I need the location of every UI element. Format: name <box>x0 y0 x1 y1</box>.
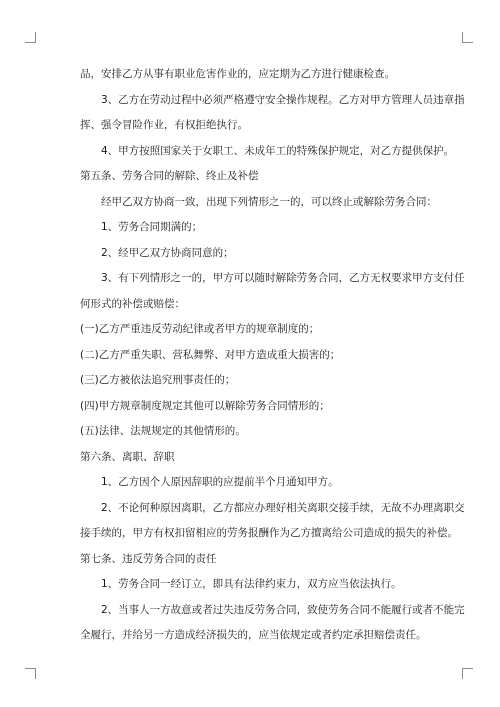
crop-mark-top-left <box>25 32 36 43</box>
paragraph-line: 何形式的补偿或赔偿： <box>80 297 185 310</box>
list-item: (一)乙方严重违反劳动纪律或者甲方的规章制度的； <box>80 323 320 335</box>
paragraph-line: 接手续的，甲方有权扣留相应的劳务报酬作为乙方擅离给公司造成的损失的补偿。 <box>80 527 458 539</box>
list-item: 1、劳务合同期满的； <box>101 221 203 233</box>
list-item: 1、乙方因个人原因辞职的应提前半个月通知甲方。 <box>101 476 339 488</box>
paragraph-line: 全履行，并给另一方造成经济损失的，应当依规定或者约定承担赔偿责任。 <box>80 629 427 641</box>
list-item: 2、不论何种原因离职，乙方都应办理好相关离职交接手续，无故不办理离职交 <box>101 501 465 514</box>
section-heading: 第六条、离职、辞职 <box>80 450 175 463</box>
paragraph-line: 4、甲方按照国家关于女职工、未成年工的特殊保护规定，对乙方提供保护。 <box>101 144 455 157</box>
document-body <box>80 62 465 649</box>
crop-mark-bottom-right <box>462 668 473 679</box>
paragraph-line: 经甲乙双方协商一致，出现下列情形之一的，可以终止或解除劳务合同： <box>101 195 437 208</box>
list-item: 2、当事人一方故意或者过失违反劳务合同，致使劳务合同不能履行或者不能完 <box>101 603 465 616</box>
paragraph-line: 3、乙方在劳动过程中必须严格遵守安全操作规程。乙方对甲方管理人员违章指 <box>101 93 465 106</box>
list-item: (四)甲方规章制度规定其他可以解除劳务合同情形的； <box>80 399 330 412</box>
list-item: 1、劳务合同一经订立，即具有法律约束力，双方应当依法执行。 <box>101 578 402 590</box>
list-item: 2、经甲乙双方协商同意的； <box>101 246 234 259</box>
section-heading: 第七条、违反劳务合同的责任 <box>80 552 217 565</box>
list-item: 3、有下列情形之一的，甲方可以随时解除劳务合同，乙方无权要求甲方支付任 <box>101 272 465 284</box>
list-item: (二)乙方严重失职、营私舞弊、对甲方造成重大损害的； <box>80 348 341 361</box>
crop-mark-top-right <box>462 32 473 43</box>
list-item: (三)乙方被依法追究刑事责任的； <box>80 374 236 386</box>
paragraph-line: 品，安排乙方从事有职业危害作业的，应定期为乙方进行健康检查。 <box>80 68 395 80</box>
crop-mark-bottom-left <box>25 668 36 679</box>
section-heading: 第五条、劳务合同的解除、终止及补偿 <box>80 170 259 182</box>
paragraph-line: 挥、强令冒险作业，有权拒绝执行。 <box>80 119 248 131</box>
list-item: (五)法律、法规规定的其他情形的。 <box>80 425 246 437</box>
